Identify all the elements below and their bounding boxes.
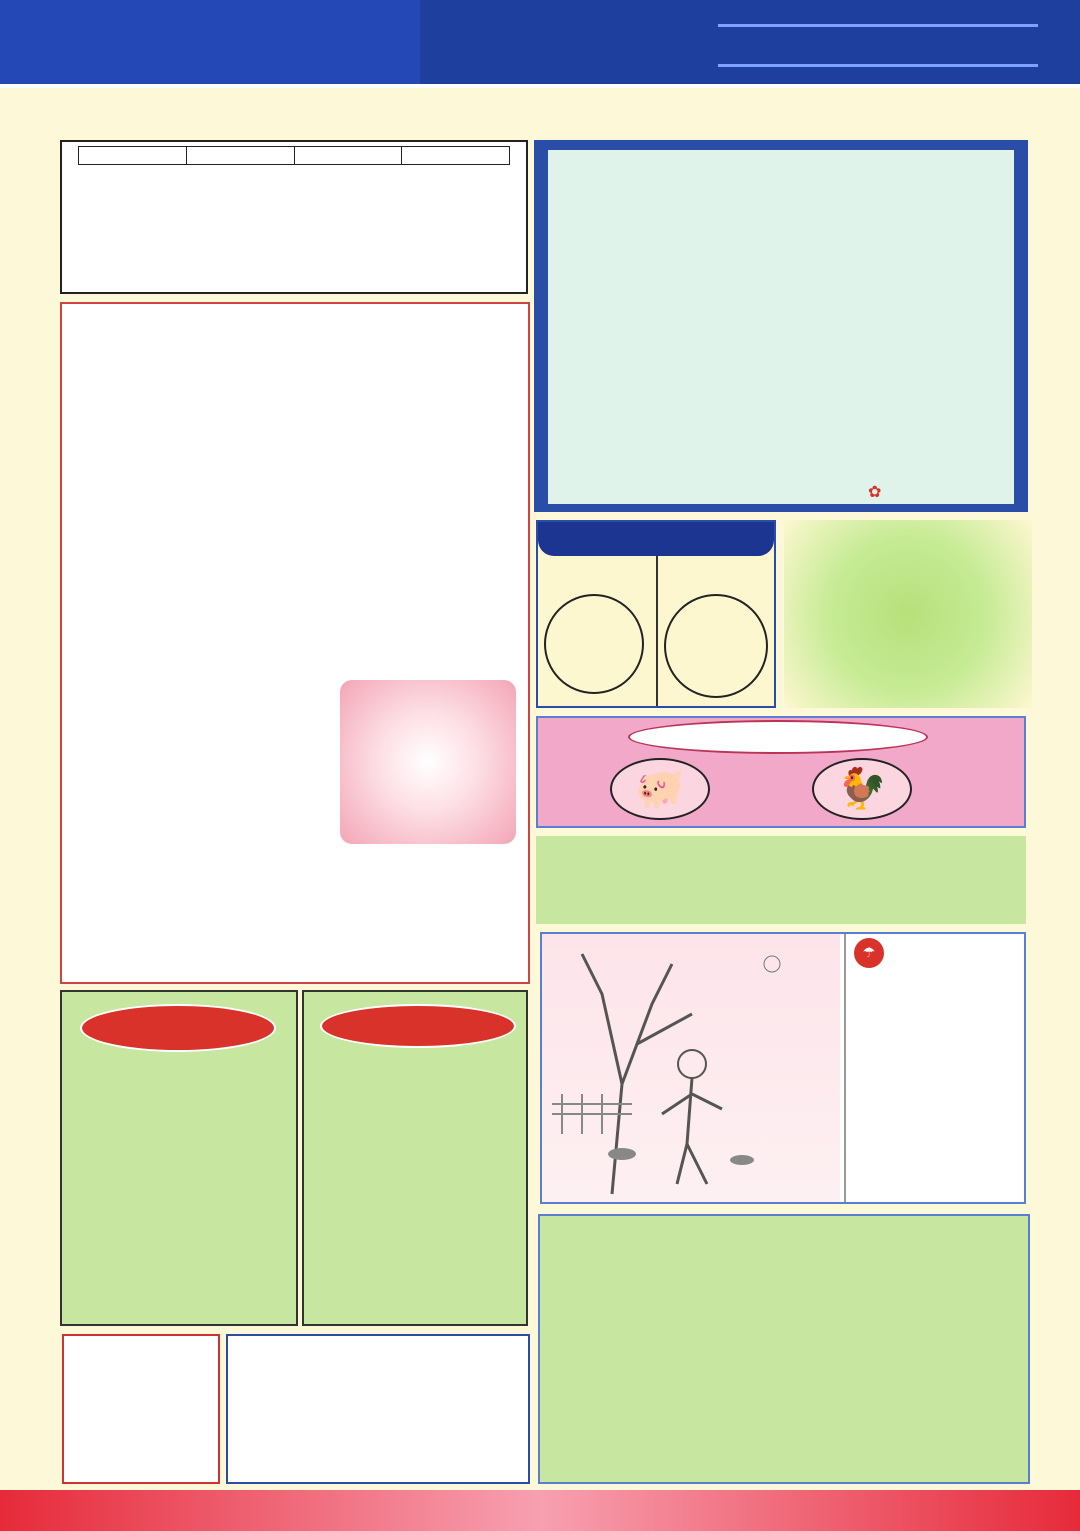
zodiac-poem-panel [302, 990, 528, 1326]
prediction-title [80, 1004, 276, 1052]
secret-map-box [340, 680, 516, 844]
header-divider [0, 84, 1080, 88]
header-strip [718, 24, 1038, 27]
zodiac-poem-title [320, 1004, 516, 1048]
special-even [664, 594, 768, 698]
right-border [1040, 132, 1070, 1482]
rainbow-icon: ☂ [854, 938, 884, 968]
illustration-image [542, 934, 840, 1202]
table-header [402, 147, 510, 165]
lottery-balls [554, 356, 724, 496]
top-border [8, 100, 1072, 130]
logo-footer [868, 482, 881, 502]
special-big [544, 594, 644, 694]
page-header [0, 0, 1080, 84]
rooster-icon: 🐓 [812, 758, 912, 820]
almanac-panel [538, 1214, 1030, 1484]
illustration-divider [844, 934, 846, 1202]
left-border [6, 132, 36, 1482]
table-header [186, 147, 294, 165]
table-header [79, 147, 187, 165]
counters-panel [62, 1334, 220, 1484]
prediction-panel [60, 990, 298, 1326]
hot-weak-table-panel [60, 140, 528, 294]
flower-icon: ✿ [868, 482, 882, 501]
header-strip [718, 64, 1038, 67]
green-glow [784, 520, 1032, 708]
illustration-panel [540, 932, 1026, 1204]
special-panel [536, 520, 776, 708]
meeting-record-panel [60, 302, 530, 984]
pig-icon: 🐖 [610, 758, 710, 820]
gold-panel [226, 1334, 530, 1484]
special-title [538, 522, 774, 556]
table-header [294, 147, 402, 165]
lucky-zodiac-panel [536, 716, 1026, 828]
numbers-row [536, 836, 1026, 924]
logo-inner [548, 150, 1014, 504]
gold-ingots [828, 230, 988, 360]
logo-panel [534, 140, 1028, 512]
header-left-block [0, 0, 420, 84]
bottom-strip [0, 1490, 1080, 1531]
table-header-row [79, 147, 510, 165]
special-divider [656, 556, 658, 706]
old-man-drawing [542, 934, 840, 1202]
hot-weak-table [78, 146, 510, 165]
lucky-title [628, 720, 928, 754]
numbers-panel [536, 836, 1026, 924]
